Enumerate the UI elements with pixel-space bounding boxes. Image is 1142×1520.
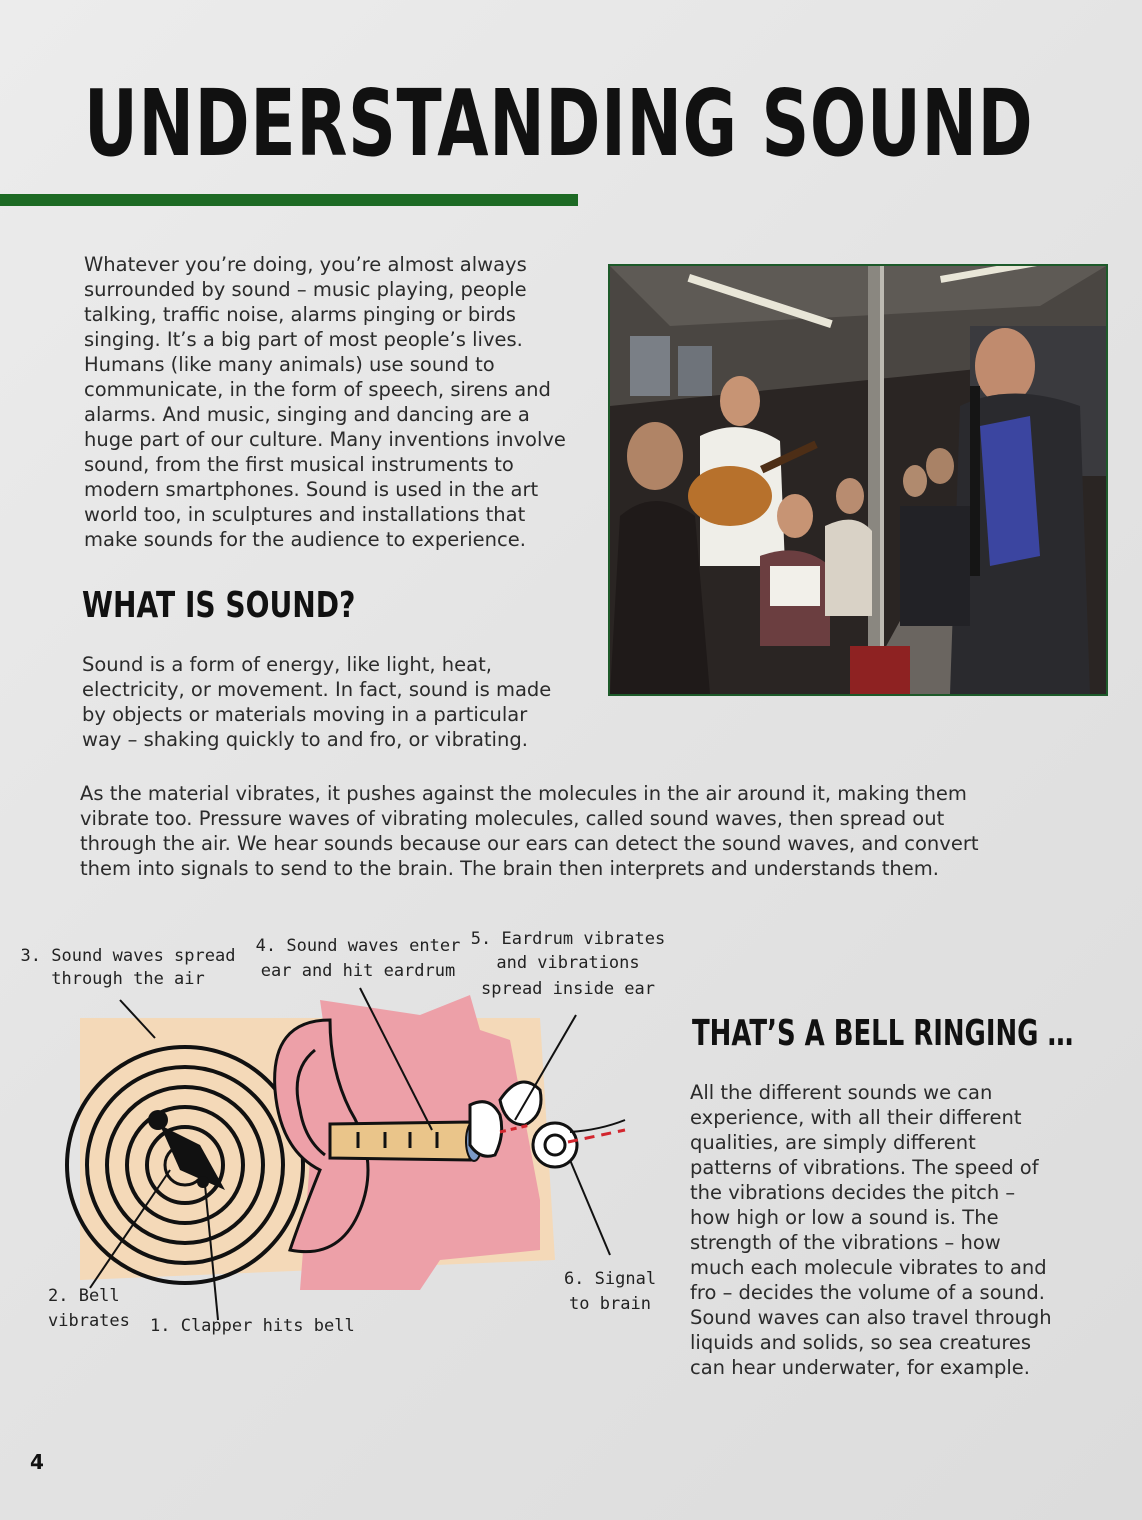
subway-musicians-photo	[608, 264, 1108, 696]
what-is-sound-heading: WHAT IS SOUND?	[82, 585, 356, 626]
label-6-line2: to brain	[569, 1294, 651, 1314]
page-number: 4	[30, 1450, 44, 1474]
label-4-line2: ear and hit eardrum	[260, 961, 456, 981]
label-6-line1: 6. Signal	[563, 1269, 657, 1289]
label-5-line1: 5. Eardrum vibrates	[470, 929, 666, 949]
photo-illustration	[610, 266, 1106, 694]
hearing-diagram	[0, 920, 680, 1360]
what-is-sound-paragraph-2: As the material vibrates, it pushes against the molecules in the air around it, making them vibrate too. Pressure waves of vibrating molecules, called sound waves, then spread out through the air. We hear sounds because our ears can detect the sound waves, and convert them into signals to send to the brain. The brain then interprets and understands them.	[80, 782, 979, 880]
label-2-line2: vibrates	[48, 1311, 130, 1331]
title-underline	[0, 194, 578, 206]
what-is-sound-paragraph-1: Sound is a form of energy, like light, heat, electricity, or movement. In fact, sound is made by objects or materials moving in a particular way – shaking quickly to and fro, or vibrating.	[82, 653, 552, 751]
label-1: 1. Clapper hits bell	[150, 1316, 355, 1336]
label-5-line3: spread inside ear	[481, 979, 655, 999]
intro-paragraph: Whatever you’re doing, you’re almost always surrounded by sound – music playing, people talking, traffic noise, alarms pinging or birds singing. It’s a big part of most people’s lives. Humans (like many animals) use sound to communicate, in the form of speech, sirens and alarms. And music, singing and dancing are a huge part of our culture. Many inventions involve sound, from the first musical instruments to modern smartphones. Sound is used in the art world too, in sculptures and installations that make sounds for the audience to experience.	[84, 253, 566, 551]
ear-canal	[330, 1122, 470, 1160]
bell-ringing-paragraph: All the different sounds we can experience, with all their different qualities, are simply different patterns of vibrations. The speed of the vibrations decides the pitch – how high or low a sound is. The strength of the vibrations – how much each molecule vibrates to and fro – decides the volume of a sound. Sound waves can also travel through liquids and solids, so sea creatures can hear underwater, for example.	[690, 1081, 1052, 1379]
bell-ringing-heading: THAT’S A BELL RINGING …	[692, 1013, 1074, 1054]
page-title: UNDERSTANDING SOUND	[84, 70, 1034, 177]
label-2-line1: 2. Bell	[48, 1286, 120, 1306]
label-3-line2: through the air	[51, 969, 205, 989]
label-3-line1: 3. Sound waves spread	[20, 946, 236, 966]
nerve	[570, 1120, 625, 1132]
label-4-line1: 4. Sound waves enter	[255, 936, 461, 956]
label-5-line2: and vibrations	[496, 953, 640, 973]
